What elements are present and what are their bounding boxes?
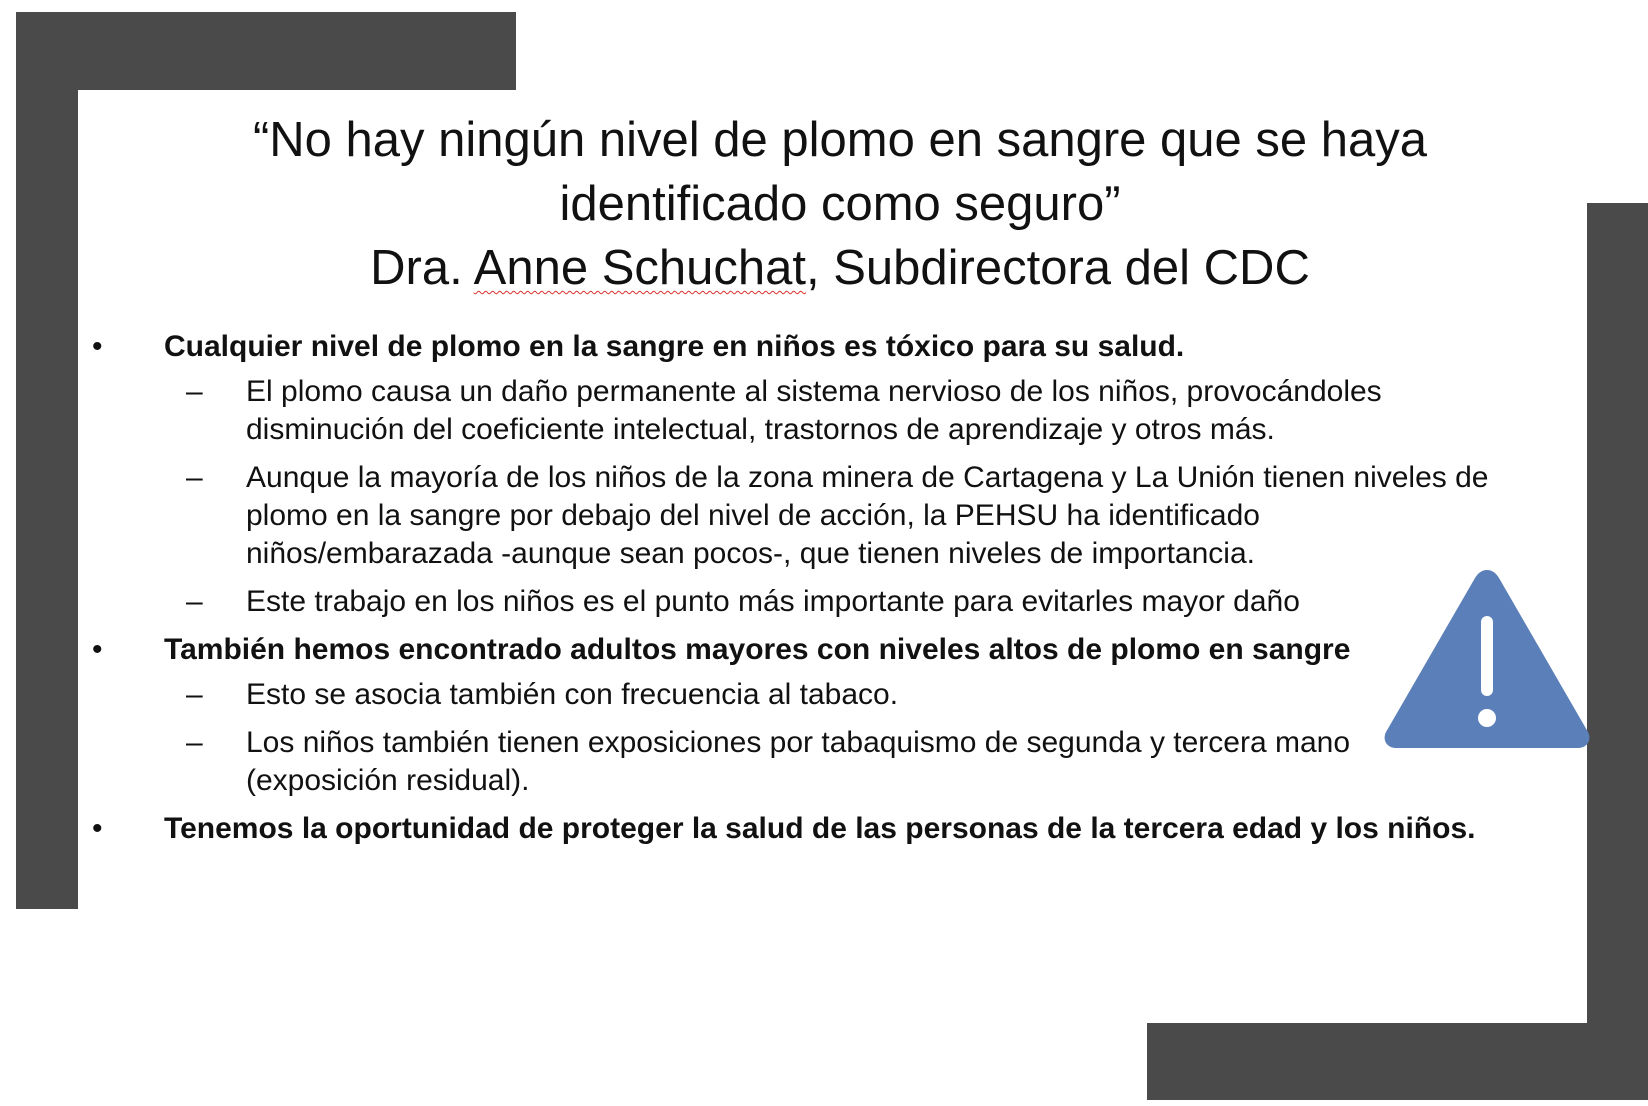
title-line-3 [100,236,1580,300]
frame-top-left-vertical [16,12,78,909]
frame-top-left-horizontal [16,12,516,90]
dash-marker: – [186,461,203,494]
title-line-2: identificado como seguro” [559,177,1121,231]
sub-bullet-text: Aunque la mayoría de los niños de la zona minera de Cartagena y La Unión tienen niveles de plomo en la sangre por debajo del nivel de acción, la PEHSU ha identificado niños/embarazada -aunque sean pocos-, que tienen niveles de importancia. [246,461,1489,570]
bullet-marker: • [92,633,103,666]
warning-triangle-icon [1380,562,1594,754]
sub-bullet-text: Los niños también tienen exposiciones por tabaquismo de segunda y tercera mano (exposición residual). [246,726,1351,797]
frame-bottom-right-vertical [1587,203,1648,1100]
sub-bullet-item-2-1 [88,676,1508,714]
bullet-text: Cualquier nivel de plomo en la sangre en niños es tóxico para su salud. [164,330,1185,363]
slide-title [100,108,1580,300]
dash-marker: – [186,678,203,711]
bullet-marker: • [92,812,103,845]
bullet-item-1 [88,328,1508,366]
sub-bullet-item-2-2 [88,724,1508,800]
dash-marker: – [186,375,203,408]
bullet-text: También hemos encontrado adultos mayores con niveles altos de plomo en sangre [164,633,1351,666]
bullet-text: Tenemos la oportunidad de proteger la salud de las personas de la tercera edad y los niños. [164,812,1476,845]
sub-bullet-text: Esto se asocia también con frecuencia al tabaco. [246,678,899,711]
bullet-item-3 [88,810,1508,848]
sub-bullet-item-1-1 [88,373,1508,449]
sub-bullet-text: Este trabajo en los niños es el punto más importante para evitarles mayor daño [246,585,1300,618]
title-author-name: Anne Schuchat [473,241,806,295]
bullet-list [88,328,1508,855]
sub-bullet-text: El plomo causa un daño permanente al sistema nervioso de los niños, provocándoles disminución del coeficiente intelectual, trastornos de aprendizaje y otros más. [246,375,1382,446]
frame-bottom-right-horizontal [1147,1023,1648,1100]
bullet-item-2 [88,631,1508,669]
sub-bullet-item-1-3 [88,583,1508,621]
title-line-1: “No hay ningún nivel de plomo en sangre que se haya [252,113,1428,167]
sub-bullet-item-1-2 [88,459,1508,573]
title-line-3-prefix: Dra. [370,241,474,295]
title-line-3-suffix: , Subdirectora del CDC [806,241,1310,295]
bullet-marker: • [92,330,103,363]
dash-marker: – [186,585,203,618]
dash-marker: – [186,726,203,759]
